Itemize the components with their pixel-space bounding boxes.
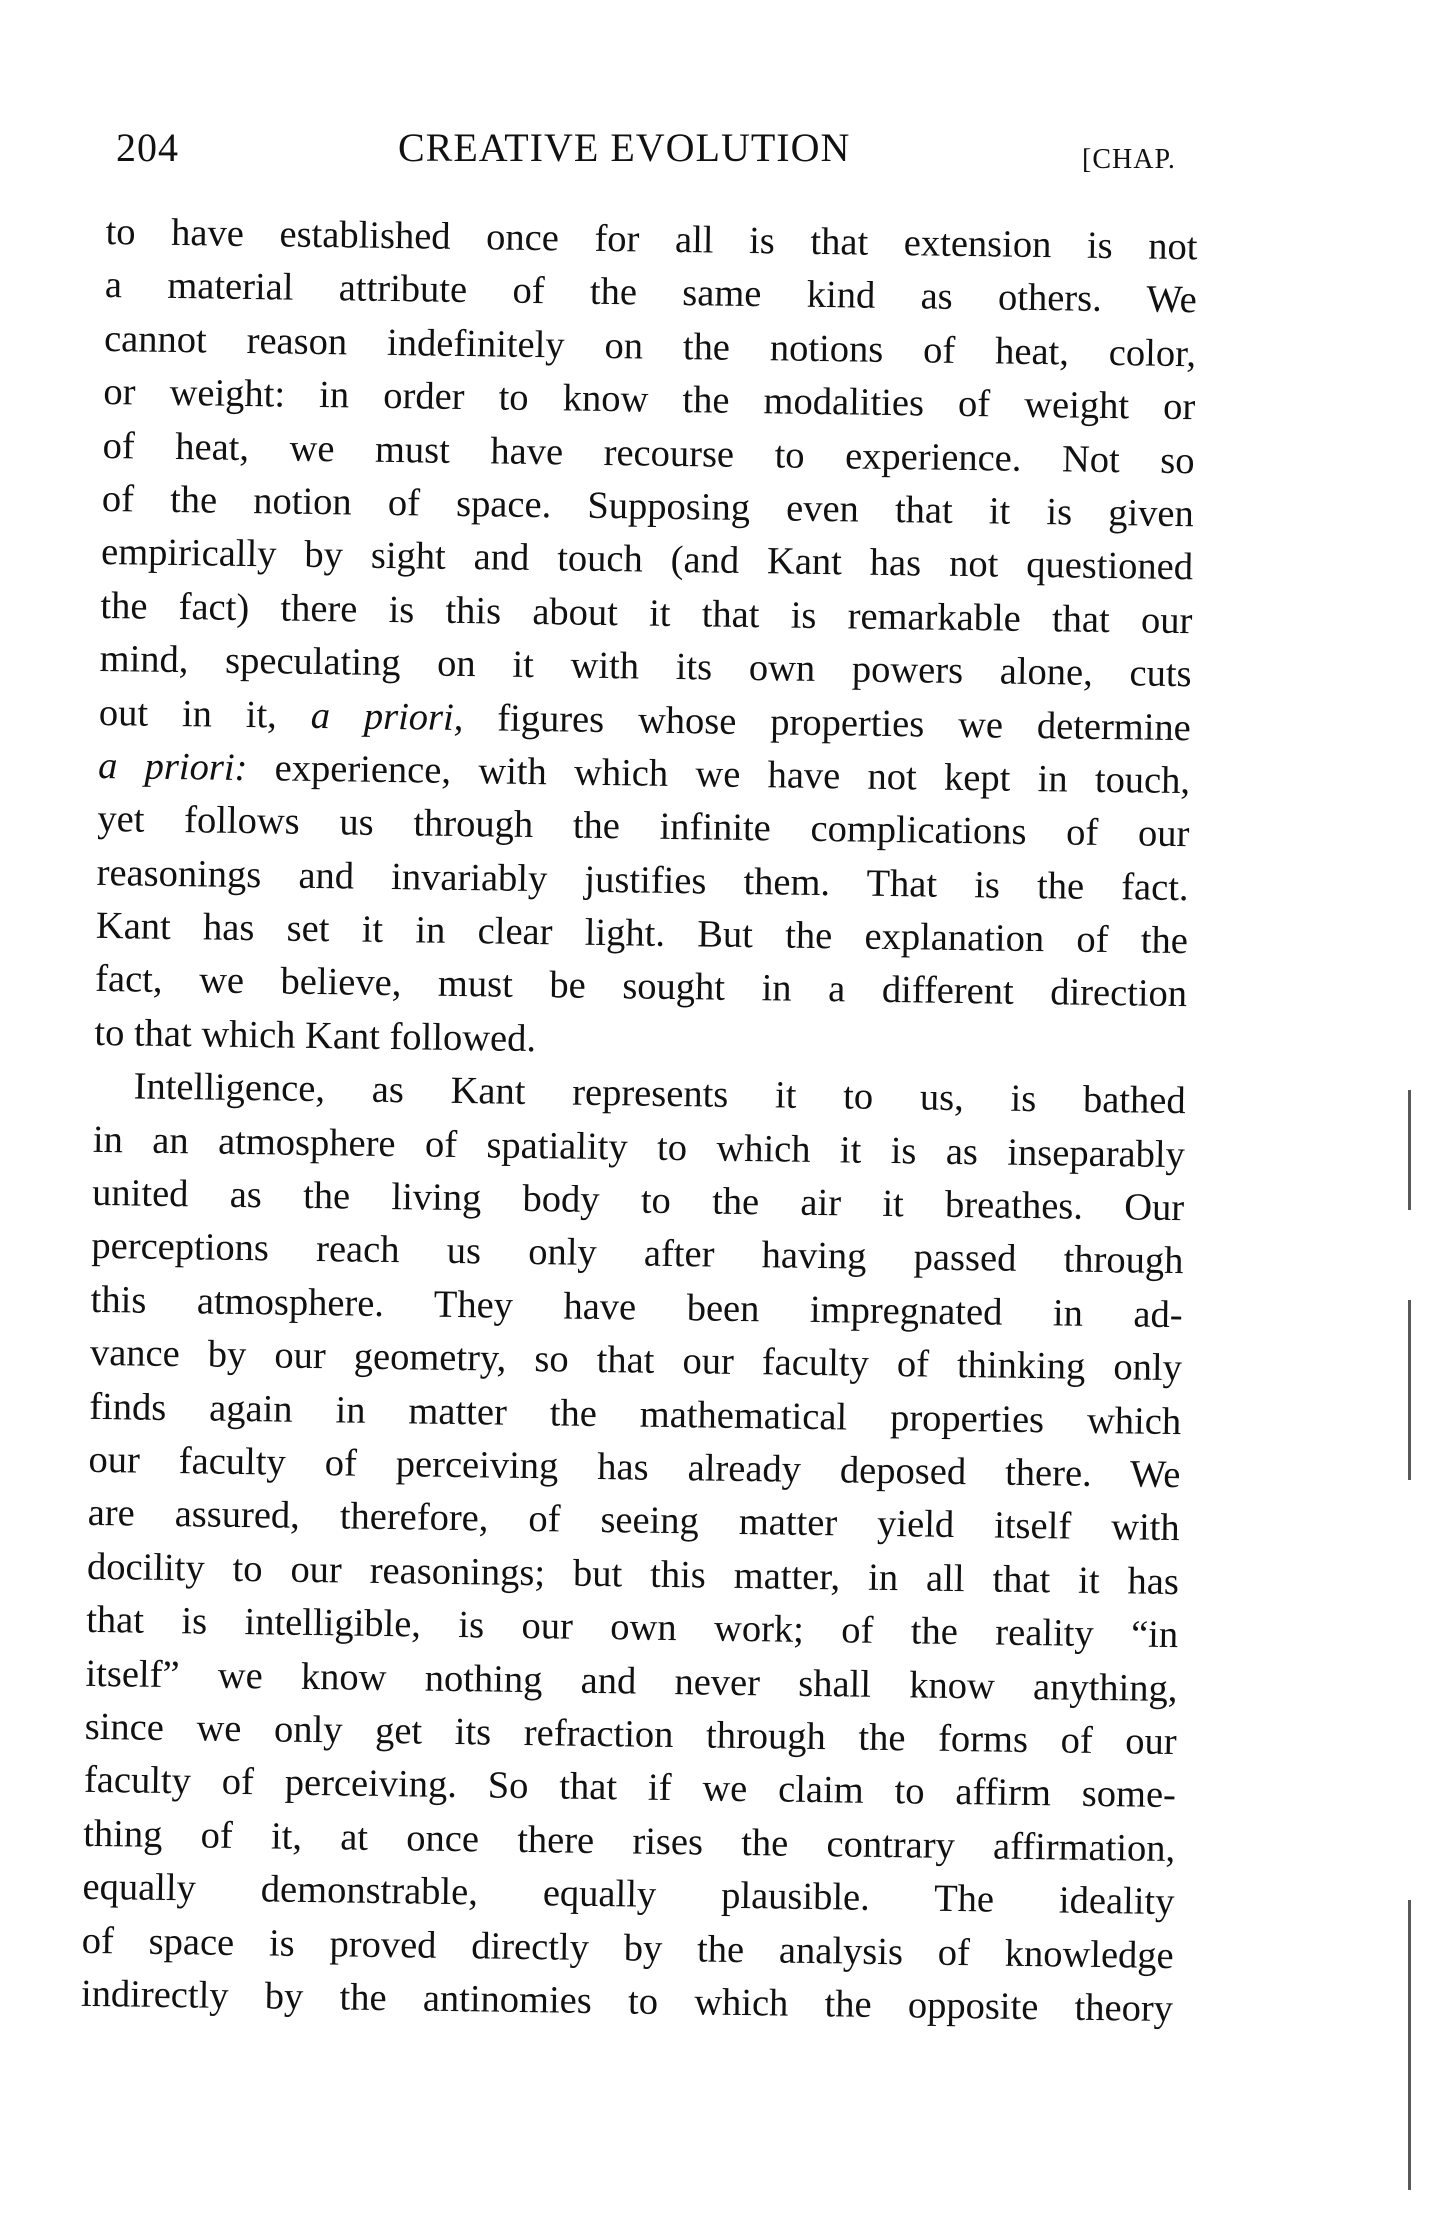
- scan-edge-shadow: [1408, 1300, 1411, 1480]
- chapter-mark: [CHAP.: [1082, 144, 1176, 175]
- text-segment: experience, with which we have not kept in touch,: [247, 746, 1191, 803]
- text-line: united as the living body to the air it breathes. Our: [91, 1171, 1185, 1230]
- body-text: [81, 206, 1198, 2036]
- text-line: of heat, we must have recourse to experience. Not so: [102, 424, 1195, 482]
- text-line: faculty of perceiving. So that if we claim to affirm some-: [83, 1759, 1177, 1817]
- running-title: CREATIVE EVOLUTION: [398, 125, 851, 170]
- text-line: equally demonstrable, equally plausible. The ideality: [82, 1865, 1175, 1924]
- page-header: [0, 118, 1435, 178]
- text-line: of the notion of space. Supposing even that it is given: [101, 477, 1195, 536]
- paragraph-start-line: Intelligence, as Kant represents it to us, is bathed: [133, 1065, 1186, 1123]
- italic-text: a priori,: [310, 694, 464, 739]
- text-line: reasonings and invariably justifies them. That is the fact.: [96, 851, 1189, 909]
- text-segment: figures whose properties we determine: [463, 696, 1192, 749]
- text-line: our faculty of perceiving has already deposed there. We: [88, 1438, 1181, 1497]
- text-segment: out in it,: [98, 691, 312, 737]
- scan-edge-shadow: [1408, 1900, 1411, 2190]
- scan-edge-shadow: [1408, 1090, 1411, 1210]
- text-line: perceptions reach us only after having passed through: [91, 1225, 1184, 1283]
- text-line: Kant has set it in clear light. But the explanation of the: [95, 905, 1189, 963]
- text-line: vance by our geometry, so that our faculty of thinking only: [89, 1332, 1183, 1390]
- text-line: the fact) there is this about it that is remarkable that our: [100, 584, 1193, 642]
- italic-text: a priori:: [97, 744, 248, 789]
- text-line: a material attribute of the same kind as others. We: [104, 264, 1198, 322]
- text-line: mind, speculating on it with its own powers alone, cuts: [99, 638, 1192, 696]
- text-line: or weight: in order to know the modalities of weight or: [103, 371, 1196, 429]
- text-line: yet follows us through the infinite complications of our: [97, 798, 1190, 856]
- text-line: that is intelligible, is our own work; of the reality “in: [85, 1599, 1179, 1657]
- page-number: 204: [116, 125, 179, 170]
- text-line: in an atmosphere of spatiality to which it is as inseparably: [92, 1118, 1186, 1176]
- text-line: indirectly by the antinomies to which the opposite theory: [80, 1972, 1174, 2030]
- text-line: are assured, therefore, of seeing matter yield itself with: [87, 1492, 1180, 1550]
- text-line: fact, we believe, must be sought in a different direction: [94, 958, 1188, 1016]
- text-line: this atmosphere. They have been impregnated in ad-: [90, 1278, 1183, 1336]
- text-line: of space is proved directly by the analysis of knowledge: [81, 1919, 1174, 1977]
- text-line: to have established once for all is that extension is not: [105, 210, 1198, 269]
- text-line: cannot reason indefinitely on the notions of heat, color,: [103, 317, 1197, 376]
- paragraph-end-line: to that which Kant followed.: [94, 1011, 537, 1060]
- text-line: finds again in matter the mathematical properties which: [88, 1385, 1182, 1443]
- text-line: since we only get its refraction through the forms of our: [84, 1705, 1177, 1764]
- text-line: itself” we know nothing and never shall know anything,: [85, 1652, 1178, 1710]
- text-line: thing of it, at once there rises the contrary affirmation,: [82, 1812, 1176, 1870]
- text-line: docility to our reasonings; but this matter, in all that it has: [86, 1545, 1180, 1603]
- text-line: empirically by sight and touch (and Kant has not questioned: [100, 531, 1194, 589]
